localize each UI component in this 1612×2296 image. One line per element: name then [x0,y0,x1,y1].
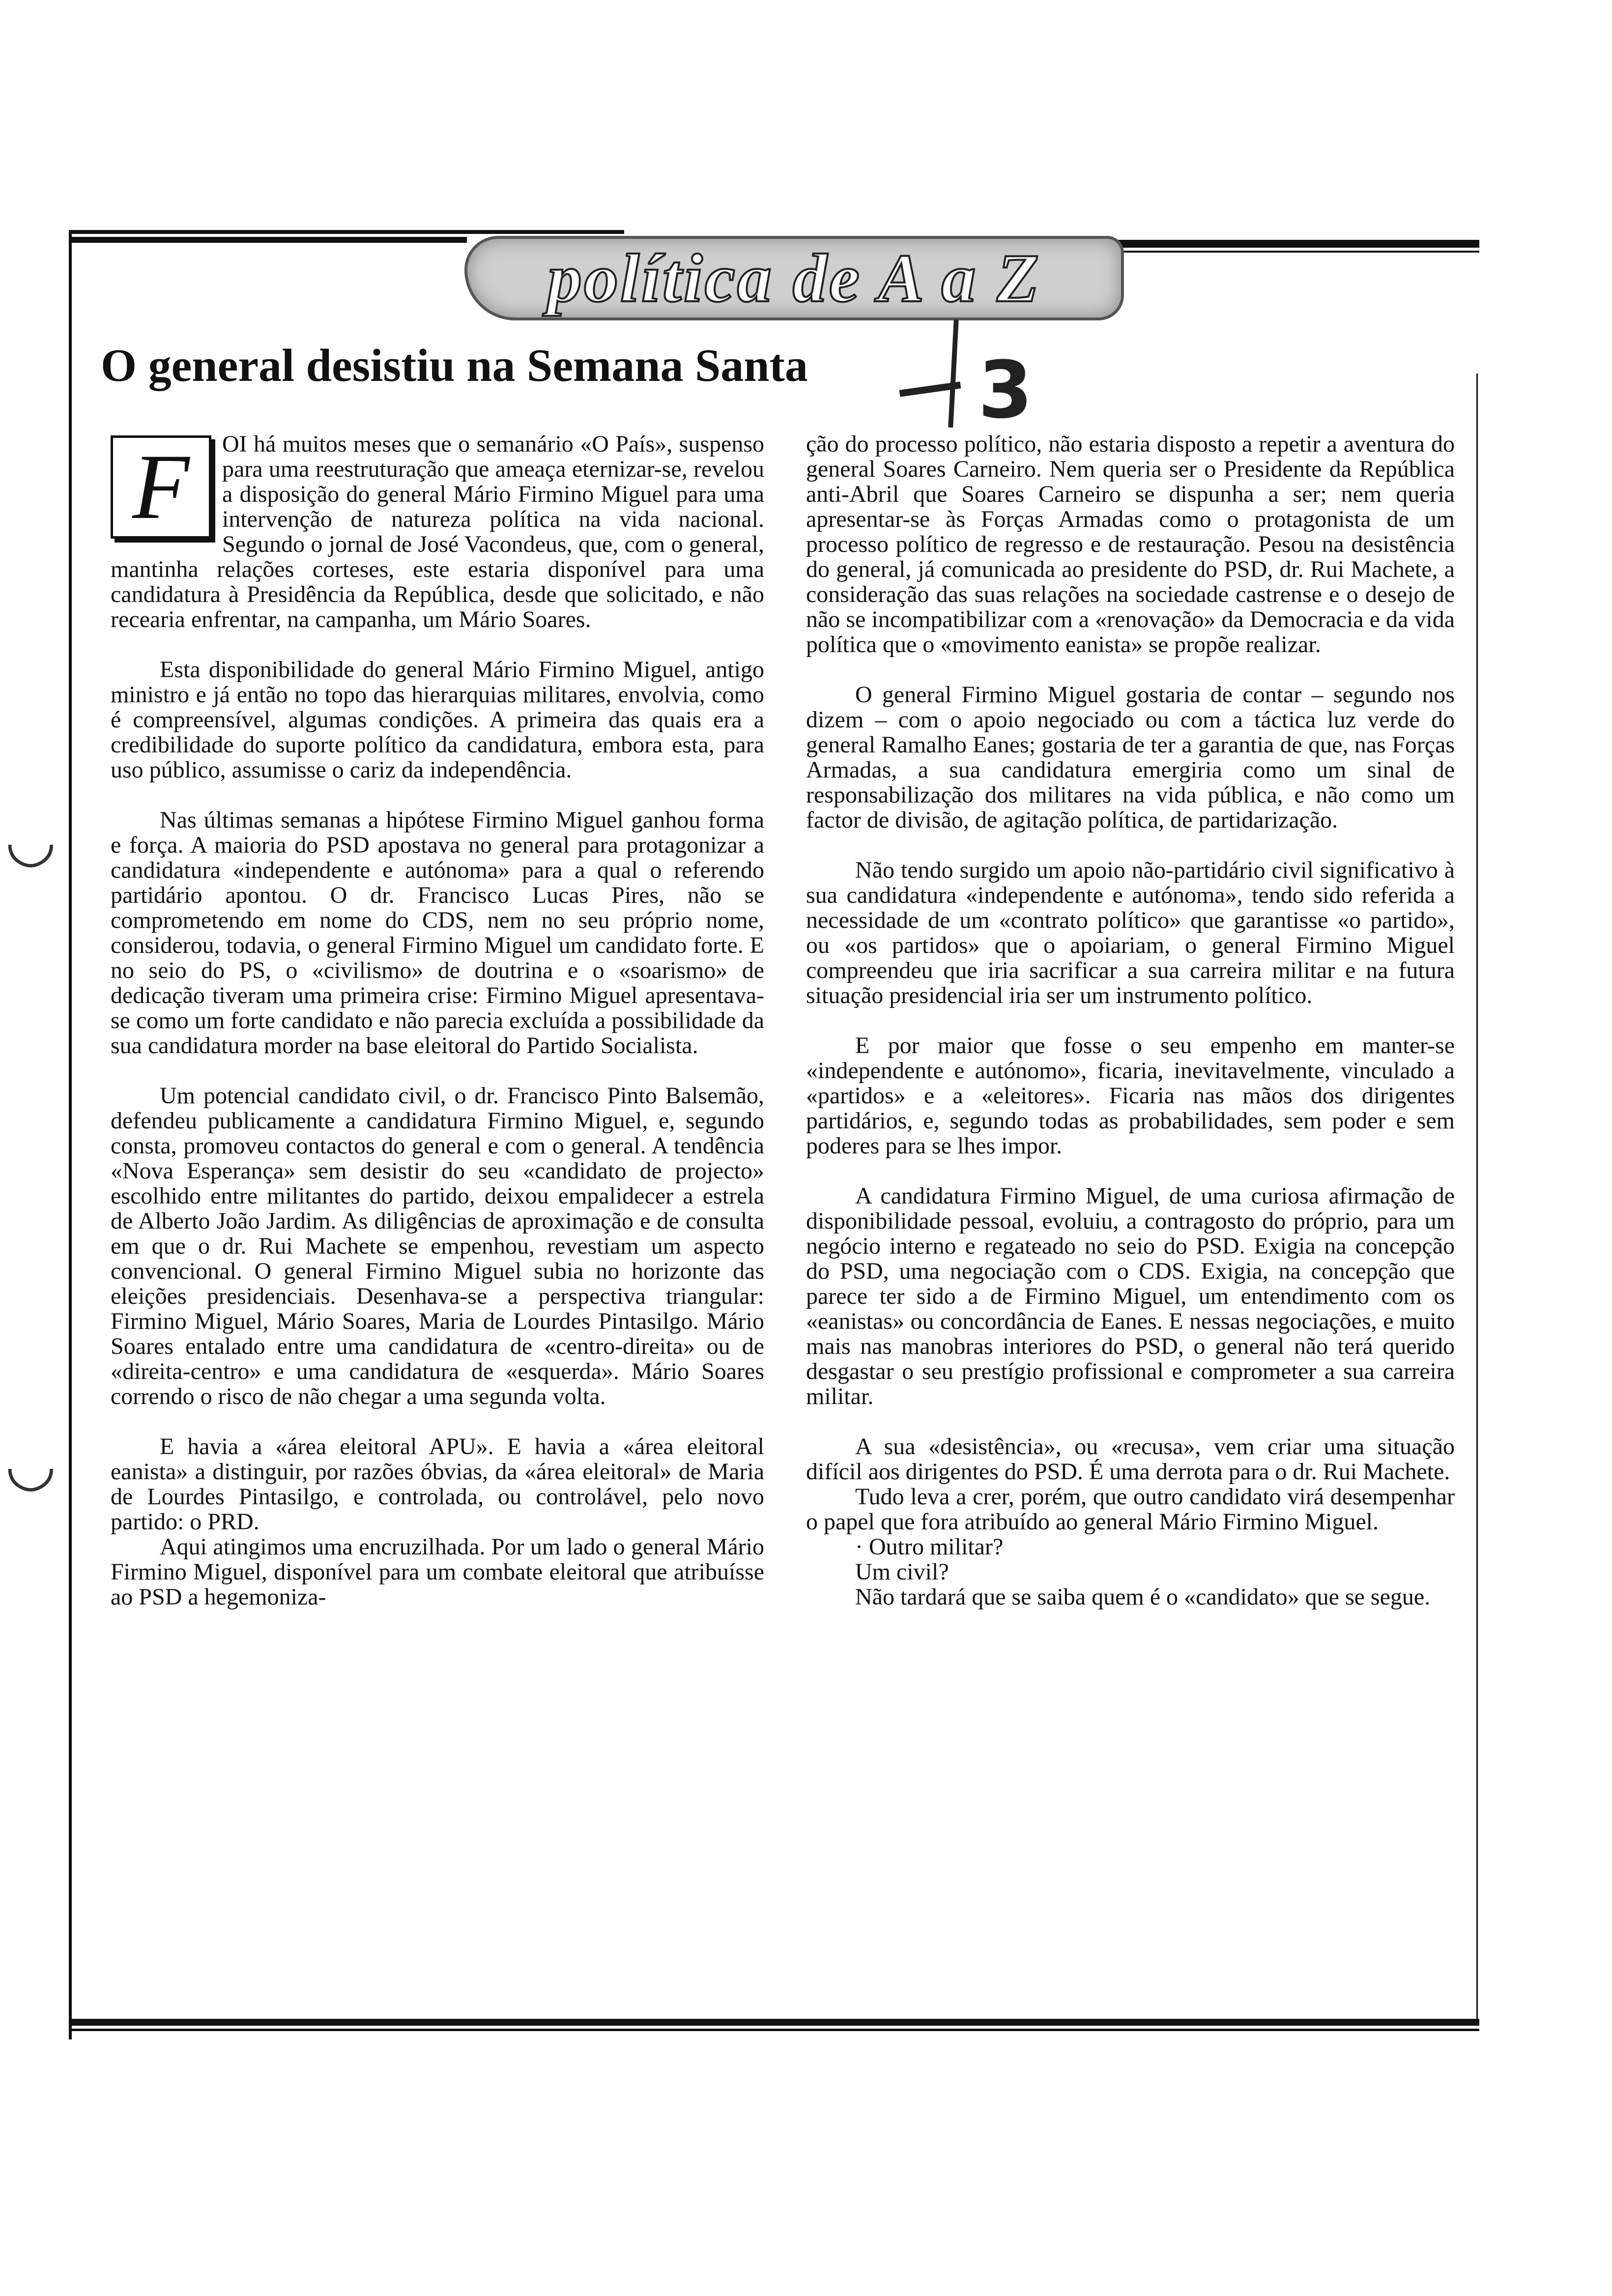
paragraph: Aqui atingimos uma encruzilhada. Por um lado o general Mário Firmino Miguel, disponível para um combate eleitoral que atribuísse ao PSD a hegemoniza- [111,1534,764,1610]
paragraph: Não tardará que se saiba quem é o «candidato» que se segue. [855,1584,1431,1610]
frame-right-border [1476,373,1478,2025]
top-rule-left [69,230,624,234]
paragraph: O general Firmino Miguel gostaria de contar – segundo nos dizem – com o apoio negociado ou com a táctica luz verde do general Ramalho Eanes; gostaria de ter a garantia de que, nas Forças Armadas, a sua candidatura emergiria como um sinal de responsabilização dos militares na vida pública, e não como um factor de divisão, de agitação política, de partidarização. [806,682,1455,833]
article-headline: O general desistiu na Semana Santa [101,340,808,391]
paragraph: Esta disponibilidade do general Mário Firmino Miguel, antigo ministro e já então no topo das hierarquias militares, envolvia, como é compreensível, algumas condições. A primeira das quais era a credibilidade do suporte político da candidatura, embora esta, para uso público, assumisse o cariz da independência. [111,657,764,783]
bottom-rule [69,2019,1479,2026]
top-rule-right-thin [1096,251,1479,253]
paragraph: Um civil? [855,1559,949,1585]
top-rule-left-thick [69,237,467,243]
paragraph: A candidatura Firmino Miguel, de uma curiosa afirmação de disponibilidade pessoal, evoluiu, a contragosto do próprio, para um negócio interno e regateado no seio do PSD. Exigia na concepção do PSD, uma negociação com o CDS. Exigia, na concepção que parece ter sido a de Firmino Miguel, um entendimento com os «eanistas» ou concordância de Eanes. E nessas negociações, e muito mais nas manobras interiores do PSD, o general não terá querido desgastar o seu prestígio profissional e comprometer a sua carreira militar. [806,1183,1455,1409]
paragraph: Tudo leva a crer, porém, que outro candidato virá desempenhar o papel que fora atribuído ao general Mário Firmino Miguel. [806,1484,1455,1535]
masthead-label: política de A a Z [547,240,1041,316]
paragraph: ção do processo político, não estaria disposto a repetir a aventura do general Soares Carneiro. Nem queria ser o Presidente da República anti-Abril que Soares Carneiro se dispunha a ser; nem queria apresentar-se às Forças Armadas como o protagonista de um processo político de regresso e de restauração. Pesou na desistência do general, já comunicada ao presidente do PSD, dr. Rui Machete, a consideração das suas relações na sociedade castrense e o desejo de não se incompatibilizar com a «renovação» da Democracia e da vida política que o «movimento eanista» se propõe realizar. [806,431,1455,658]
top-rule-right [1096,240,1479,248]
margin-mark-icon: ◡ [5,1430,57,1498]
paragraph: E havia a «área eleitoral APU». E havia a «área eleitoral eanista» a distinguir, por razões óbvias, da «área eleitoral» de Maria de Lourdes Pintasilgo, e controlada, ou controlável, pelo novo partido: o PRD. [111,1434,764,1535]
section-masthead [464,236,1124,320]
bottom-rule-thin [69,2029,1479,2031]
paragraph: OI há muitos meses que o semanário «O País», suspenso para uma reestruturação que ameaça eternizar-se, revelou a disposição do general Mário Firmino Miguel para uma intervenção de natureza política na vida nacional. Segundo o jornal de José Vacondeus, que, com o general, mantinha relações corteses, este estaria disponível para uma candidatura à Presidência da República, desde que solicitado, e não recearia enfrentar, na campanha, um Mário Soares. [111,431,764,632]
drop-cap: F [111,435,211,539]
frame-left-border [69,231,72,2039]
handwritten-page-mark: 3 [978,344,1033,436]
margin-mark-icon: ◡ [5,806,57,874]
handwritten-vertical-stroke-icon [948,319,959,428]
article-left-column [111,431,764,1635]
paragraph: A sua «desistência», ou «recusa», vem criar uma situação difícil aos dirigentes do PSD. É uma derrota para o dr. Rui Machete. [806,1434,1455,1485]
paragraph: · Outro militar? [855,1534,1004,1560]
paragraph: Não tendo surgido um apoio não-partidário civil significativo à sua candidatura «independente e autónoma», tendo sido referida a necessidade de um «contrato político» que garantisse «o partido», ou «os partidos» que o apoiariam, o general Firmino Miguel compreendeu que iria sacrificar a sua carreira militar e na futura situação presidencial iria ser um instrumento político. [806,857,1455,1008]
paragraph: Nas últimas semanas a hipótese Firmino Miguel ganhou forma e força. A maioria do PSD apostava no general para protagonizar a candidatura «independente e autónoma» para a qual o referendo partidário apontou. O dr. Francisco Lucas Pires, não se comprometendo em nome do CDS, nem no seu próprio nome, considerou, todavia, o general Firmino Miguel um candidato forte. E no seio do PS, o «civilismo» de doutrina e o «soarismo» de dedicação tiveram uma primeira crise: Firmino Miguel apresentava-se como um forte candidato e não parecia excluída a possibilidade da sua candidatura morder na base eleitoral do Partido Socialista. [111,807,764,1059]
paragraph: E por maior que fosse o seu empenho em manter-se «independente e autónomo», ficaria, inevitavelmente, vinculado a «partidos» e a «eleitores». Ficaria nas mãos dos dirigentes partidários, e, segundo todas as probabilidades, sem poder e sem poderes para se lhes impor. [806,1033,1455,1159]
paragraph: Um potencial candidato civil, o dr. Francisco Pinto Balsemão, defendeu publicamente a candidatura Firmino Miguel, e, segundo consta, promoveu contactos do general e com o general. A tendência «Nova Esperança» sem desistir do seu «candidato de projecto» escolhido entre militantes do partido, deixou empalidecer a estrela de Alberto João Jardim. As diligências de aproximação e de consulta em que o dr. Rui Machete se empenhou, revestiam um aspecto convencional. O general Firmino Miguel subia no horizonte das eleições presidenciais. Desenhava-se a perspectiva triangular: Firmino Miguel, Mário Soares, Maria de Lourdes Pintasilgo. Mário Soares entalado entre uma candidatura de «centro-direita» ou de «direita-centro» e uma candidatura de «esquerda». Mário Soares correndo o risco de não chegar a uma segunda volta. [111,1083,764,1409]
article-right-column [806,431,1455,1609]
